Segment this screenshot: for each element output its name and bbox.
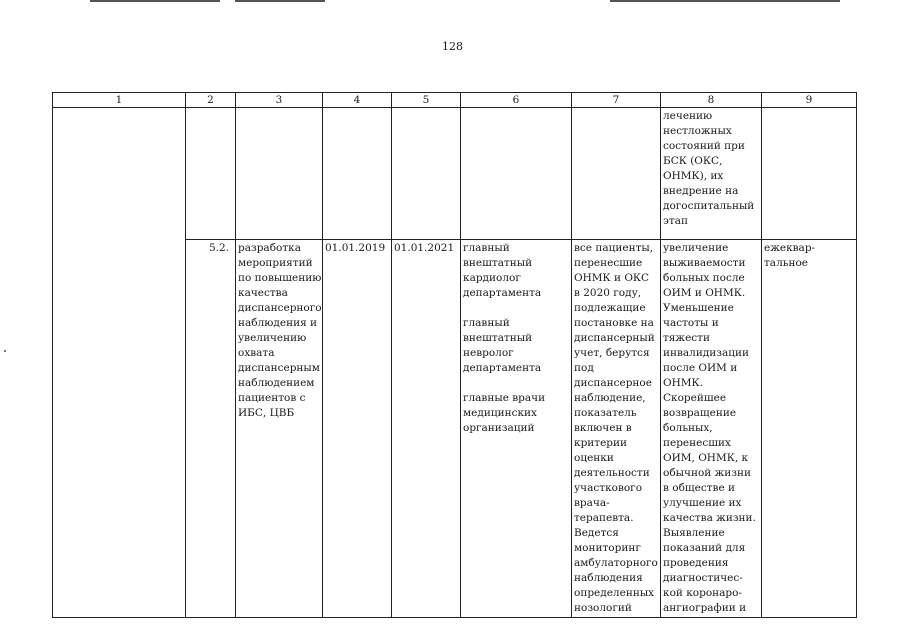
cell-col7-description	[572, 240, 661, 618]
cell-col3-measure	[236, 240, 323, 618]
text-line: по повышению	[238, 272, 322, 284]
header-cell: 7	[572, 93, 661, 108]
text-line: ОНМК), их	[663, 170, 724, 182]
text-line: амбулаторного	[574, 557, 658, 569]
text-line: Ведется	[574, 527, 619, 539]
cell-col4	[323, 108, 392, 240]
header-cell: 4	[323, 93, 392, 108]
text-line: главные врачи	[463, 392, 546, 404]
text-line: нестложных	[663, 125, 732, 137]
text-line: выживаемости	[663, 257, 746, 269]
header-cell: 9	[762, 93, 857, 108]
text-line: БСК (ОКС,	[663, 155, 723, 167]
text-line: инвалидизации	[663, 347, 750, 359]
responsible-cardiologist	[463, 241, 569, 301]
text-line: Выявление	[663, 527, 725, 539]
cell-col4-start-date: 01.01.2019	[323, 240, 392, 618]
text-line: диспансерного	[238, 302, 322, 314]
text-line: под	[574, 362, 594, 374]
text-line: возвращение	[663, 407, 737, 419]
responsible-neurologist	[463, 316, 569, 376]
text-line: диспансерное	[574, 377, 652, 389]
text-line: определенных	[574, 587, 655, 599]
header-cell: 5	[392, 93, 461, 108]
text-line: невролог	[463, 347, 514, 359]
text-line: подлежащие	[574, 302, 646, 314]
text-line: тальное	[764, 257, 808, 269]
text-line: этап	[663, 215, 688, 227]
cell-col6	[461, 108, 572, 240]
text-line: диспансерный	[574, 332, 655, 344]
text-line: главный	[463, 242, 510, 254]
text-line: перенесших	[663, 437, 731, 449]
cell-col9-frequency	[762, 240, 857, 618]
text-line: внештатный	[463, 257, 533, 269]
text-line: кой коронаро-	[663, 587, 742, 599]
text-line: охвата	[238, 347, 275, 359]
text-line: департамента	[463, 362, 542, 374]
text-line: кардиолог	[463, 272, 521, 284]
text-line: ежеквар-	[764, 242, 816, 254]
scan-top-rule-mid	[235, 0, 325, 2]
text-line: внештатный	[463, 332, 533, 344]
text-line: ИБС, ЦВБ	[238, 407, 295, 419]
header-cell: 1	[53, 93, 186, 108]
text-line: ОИМ и ОНМК.	[663, 287, 746, 299]
text-line: диагностичес-	[663, 572, 743, 584]
text-line: проведения	[663, 557, 729, 569]
text-line: участкового	[574, 482, 643, 494]
scan-top-rule-left	[90, 0, 220, 2]
text-line: внедрение на	[663, 185, 739, 197]
text-line: оценки	[574, 452, 614, 464]
cell-col1	[53, 108, 186, 618]
text-line: департамента	[463, 287, 542, 299]
header-cell: 2	[186, 93, 236, 108]
text-line: мониторинг	[574, 542, 641, 554]
text-line: мероприятий	[238, 257, 313, 269]
scan-top-rule-right	[610, 0, 840, 2]
text-line: обычной жизни	[663, 467, 751, 479]
text-line: все пациенты,	[574, 242, 654, 254]
header-cell: 3	[236, 93, 323, 108]
cell-col5-end-date: 01.01.2021	[392, 240, 461, 618]
text-line: диспансерным	[238, 362, 320, 374]
header-cell: 8	[661, 93, 762, 108]
text-line: ангиографии и	[663, 602, 747, 614]
text-line: наблюдением	[238, 377, 315, 389]
text-line: перенесшие	[574, 257, 643, 269]
text-line: постановке на	[574, 317, 654, 329]
page-number: 128	[442, 40, 463, 53]
text-line: наблюдение,	[574, 392, 646, 404]
responsible-chief-doctors	[463, 391, 569, 436]
text-line: увеличение	[663, 242, 729, 254]
text-line: больных,	[663, 422, 713, 434]
text-line: Уменьшение	[663, 302, 734, 314]
text-line: показаний для	[663, 542, 746, 554]
text-line: тяжести	[663, 332, 710, 344]
text-line: показатель	[574, 407, 637, 419]
text-line: улучшение их	[663, 497, 742, 509]
text-line: врача-	[574, 497, 610, 509]
cell-col8	[661, 108, 762, 240]
cell-col2	[186, 108, 236, 240]
table-row	[53, 108, 857, 240]
text-line: увеличению	[238, 332, 307, 344]
text-line: наблюдения и	[238, 317, 318, 329]
cell-col6-responsible	[461, 240, 572, 618]
text-line: наблюдения	[574, 572, 643, 584]
text-line: разработка	[238, 242, 301, 254]
text-line: включен в	[574, 422, 632, 434]
text-line: терапевта.	[574, 512, 634, 524]
cell-col9	[762, 108, 857, 240]
text-line: ОНМК и ОКС	[574, 272, 650, 284]
text-line: качества	[238, 287, 288, 299]
text-line: в обществе и	[663, 482, 736, 494]
text-line: догоспитальный	[663, 200, 755, 212]
cell-col5	[392, 108, 461, 240]
table-header-row	[53, 93, 857, 108]
cell-col8-result	[661, 240, 762, 618]
text-line: лечению	[663, 110, 713, 122]
text-line: пациентов с	[238, 392, 306, 404]
cell-col2-number: 5.2.	[186, 240, 236, 618]
text-line: больных после	[663, 272, 745, 284]
header-cell: 6	[461, 93, 572, 108]
text-line: организаций	[463, 422, 535, 434]
text-line: в 2020 году,	[574, 287, 642, 299]
scan-mark	[4, 350, 6, 352]
data-table	[52, 92, 857, 618]
text-line: качества жизни.	[663, 512, 756, 524]
text-line: после ОИМ и	[663, 362, 738, 374]
text-line: состояний при	[663, 140, 745, 152]
text-line: Скорейшее	[663, 392, 727, 404]
cell-col3	[236, 108, 323, 240]
text-line: деятельности	[574, 467, 650, 479]
text-line: учет, берутся	[574, 347, 650, 359]
text-line: нозологий	[574, 602, 632, 614]
text-line: частоты и	[663, 317, 719, 329]
text-line: медицинских	[463, 407, 537, 419]
text-line: критерии	[574, 437, 628, 449]
cell-col7	[572, 108, 661, 240]
text-line: ОНМК.	[663, 377, 703, 389]
text-line: ОИМ, ОНМК, к	[663, 452, 749, 464]
text-line: главный	[463, 317, 510, 329]
